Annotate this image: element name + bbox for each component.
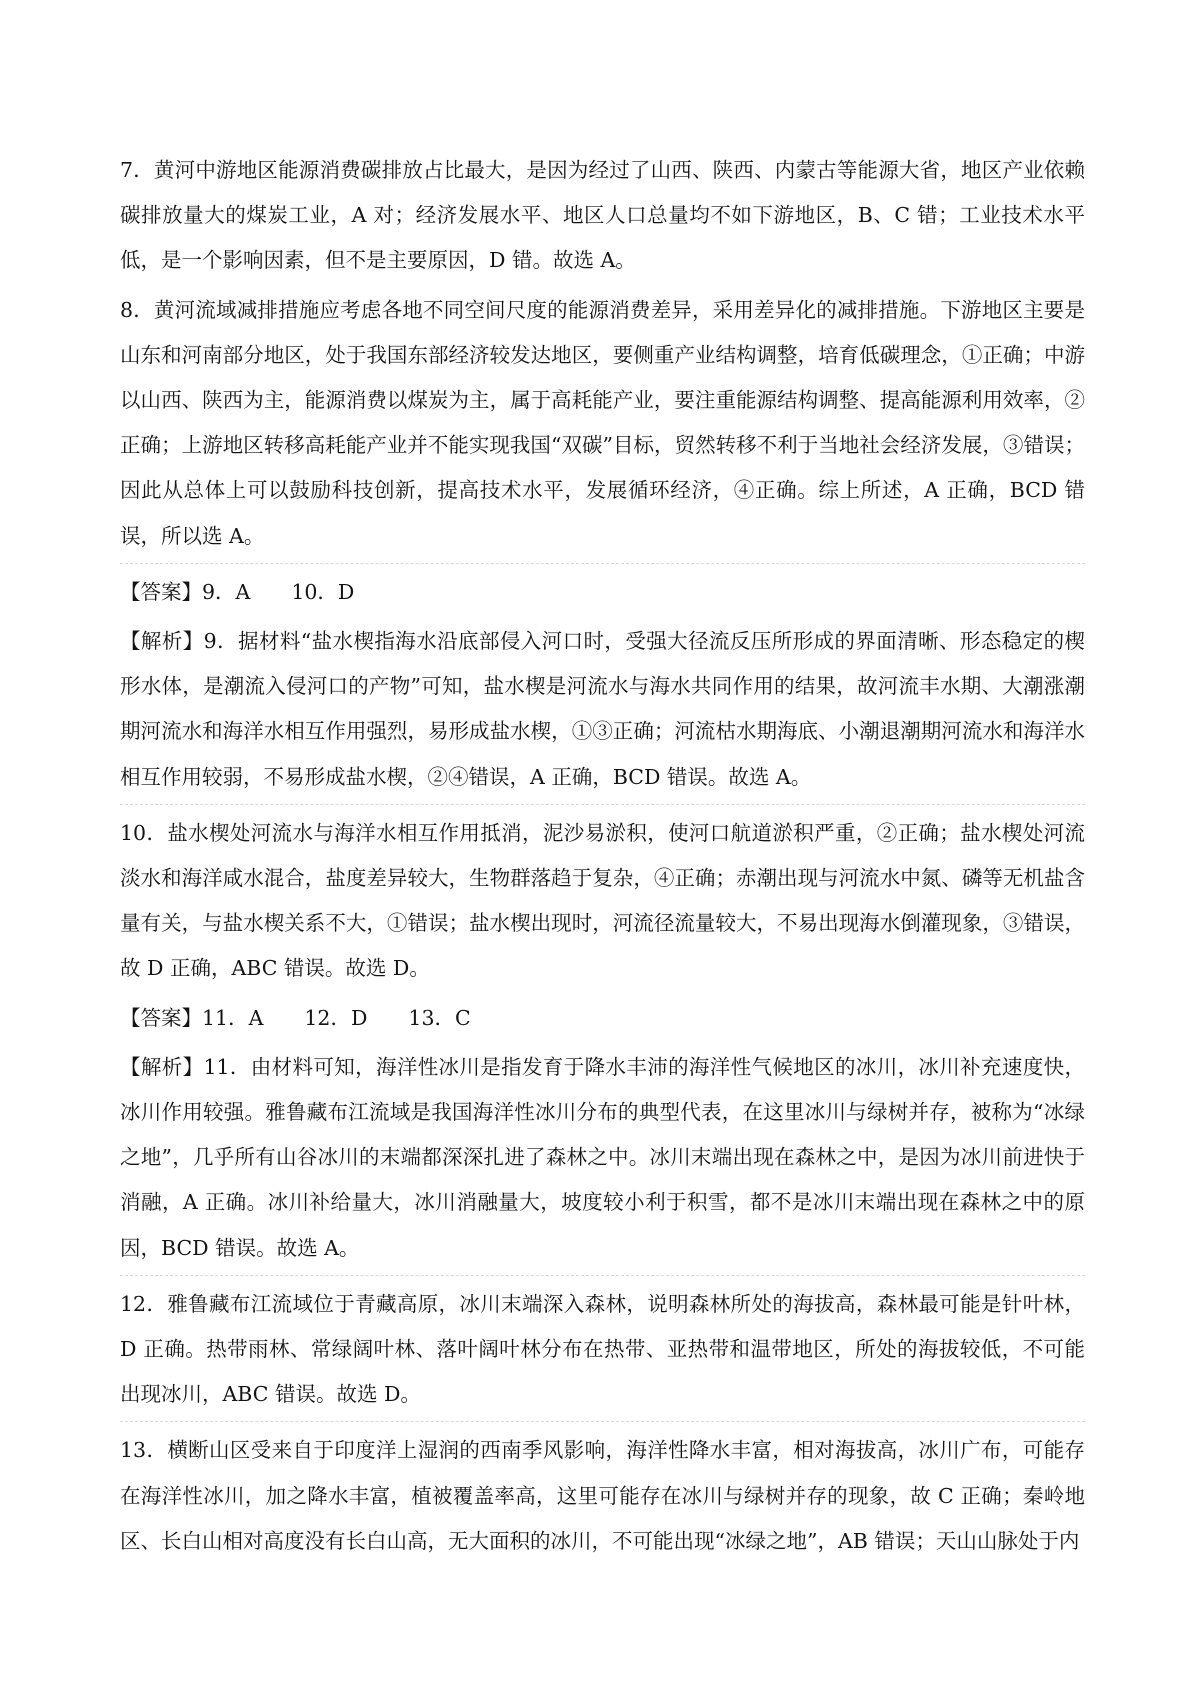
explanation-q11: 【解析】11．由材料可知，海洋性冰川是指发育于降水丰沛的海洋性气候地区的冰川，冰川补充速度快，冰川作用较强。雅鲁藏布江流域是我国海洋性冰川分布的典型代表，在这里冰川与绿树并存，被称为“冰绿之地”，几乎所有山谷冰川的末端都深深扎进了森林之中。冰川末端出现在森林之中，是因为冰川前进快于消融，A 正确。冰川补给量大，冰川消融量大，坡度较小利于积雪，都不是冰川末端出现在森林之中的原因，BCD 错误。故选 A。 <box>120 1045 1085 1276</box>
answer-q9-q10: 【答案】9．A 10．D <box>120 579 355 604</box>
explanation-q9: 【解析】9．据材料“盐水楔指海水沿底部侵入河口时，受强大径流反压所形成的界面清晰、形态稳定的楔形水体，是潮流入侵河口的产物”可知，盐水楔是河流水与海水共同作用的结果，故河流丰水期、大潮涨潮期河流水和海洋水相互作用强烈，易形成盐水楔，①③正确；河流枯水期海底、小潮退潮期河流水和海洋水相互作用较弱，不易形成盐水楔，②④错误，A 正确，BCD 错误。故选 A。 <box>120 619 1085 805</box>
explanation-q12: 12．雅鲁藏布江流域位于青藏高原，冰川末端深入森林，说明森林所处的海拔高，森林最可能是针叶林，D 正确。热带雨林、常绿阔叶林、落叶阔叶林分布在热带、亚热带和温带地区，所处的海拔较低，不可能出现冰川，ABC 错误。故选 D。 <box>120 1282 1085 1423</box>
answer-q11-q13: 【答案】11．A 12．D 13．C <box>120 1005 471 1030</box>
explanation-q8: 8．黄河流域减排措施应考虑各地不同空间尺度的能源消费差异，采用差异化的减排措施。下游地区主要是山东和河南部分地区，处于我国东部经济较发达地区，要侧重产业结构调整，培育低碳理念，①正确；中游以山西、陕西为主，能源消费以煤炭为主，属于高耗能产业，要注重能源结构调整、提高能源利用效率，②正确；上游地区转移高耗能产业并不能实现我国“双碳”目标，贸然转移不利于当地社会经济发展，③错误；因此从总体上可以鼓励科技创新，提高技术水平，发展循环经济，④正确。综上所述，A 正确，BCD 错误，所以选 A。 <box>120 288 1085 564</box>
document-body <box>120 148 1085 1568</box>
explanation-q7: 7．黄河中游地区能源消费碳排放占比最大，是因为经过了山西、陕西、内蒙古等能源大省，地区产业依赖碳排放量大的煤炭工业，A 对；经济发展水平、地区人口总量均不如下游地区，B、C 错；工业技术水平低，是一个影响因素，但不是主要原因，D 错。故选 A。 <box>120 158 1085 273</box>
explanation-q10: 10．盐水楔处河流水与海洋水相互作用抵消，泥沙易淤积，使河口航道淤积严重，②正确；盐水楔处河流淡水和海洋咸水混合，盐度差异较大，生物群落趋于复杂，④正确；赤潮出现与河流水中氮、磷等无机盐含量有关，与盐水楔关系不大，①错误；盐水楔出现时，河流径流量较大，不易出现海水倒灌现象，③错误，故 D 正确，ABC 错误。故选 D。 <box>120 820 1085 981</box>
explanation-q13: 13．横断山区受来自于印度洋上湿润的西南季风影响，海洋性降水丰富，相对海拔高，冰川广布，可能存在海洋性冰川，加之降水丰富，植被覆盖率高，这里可能存在冰川与绿树并存的现象，故 C 正确；秦岭地区、长白山相对高度没有长白山高，无大面积的冰川，不可能出现“冰绿之地”，AB 错误；天山山脉处于内 <box>120 1438 1085 1553</box>
